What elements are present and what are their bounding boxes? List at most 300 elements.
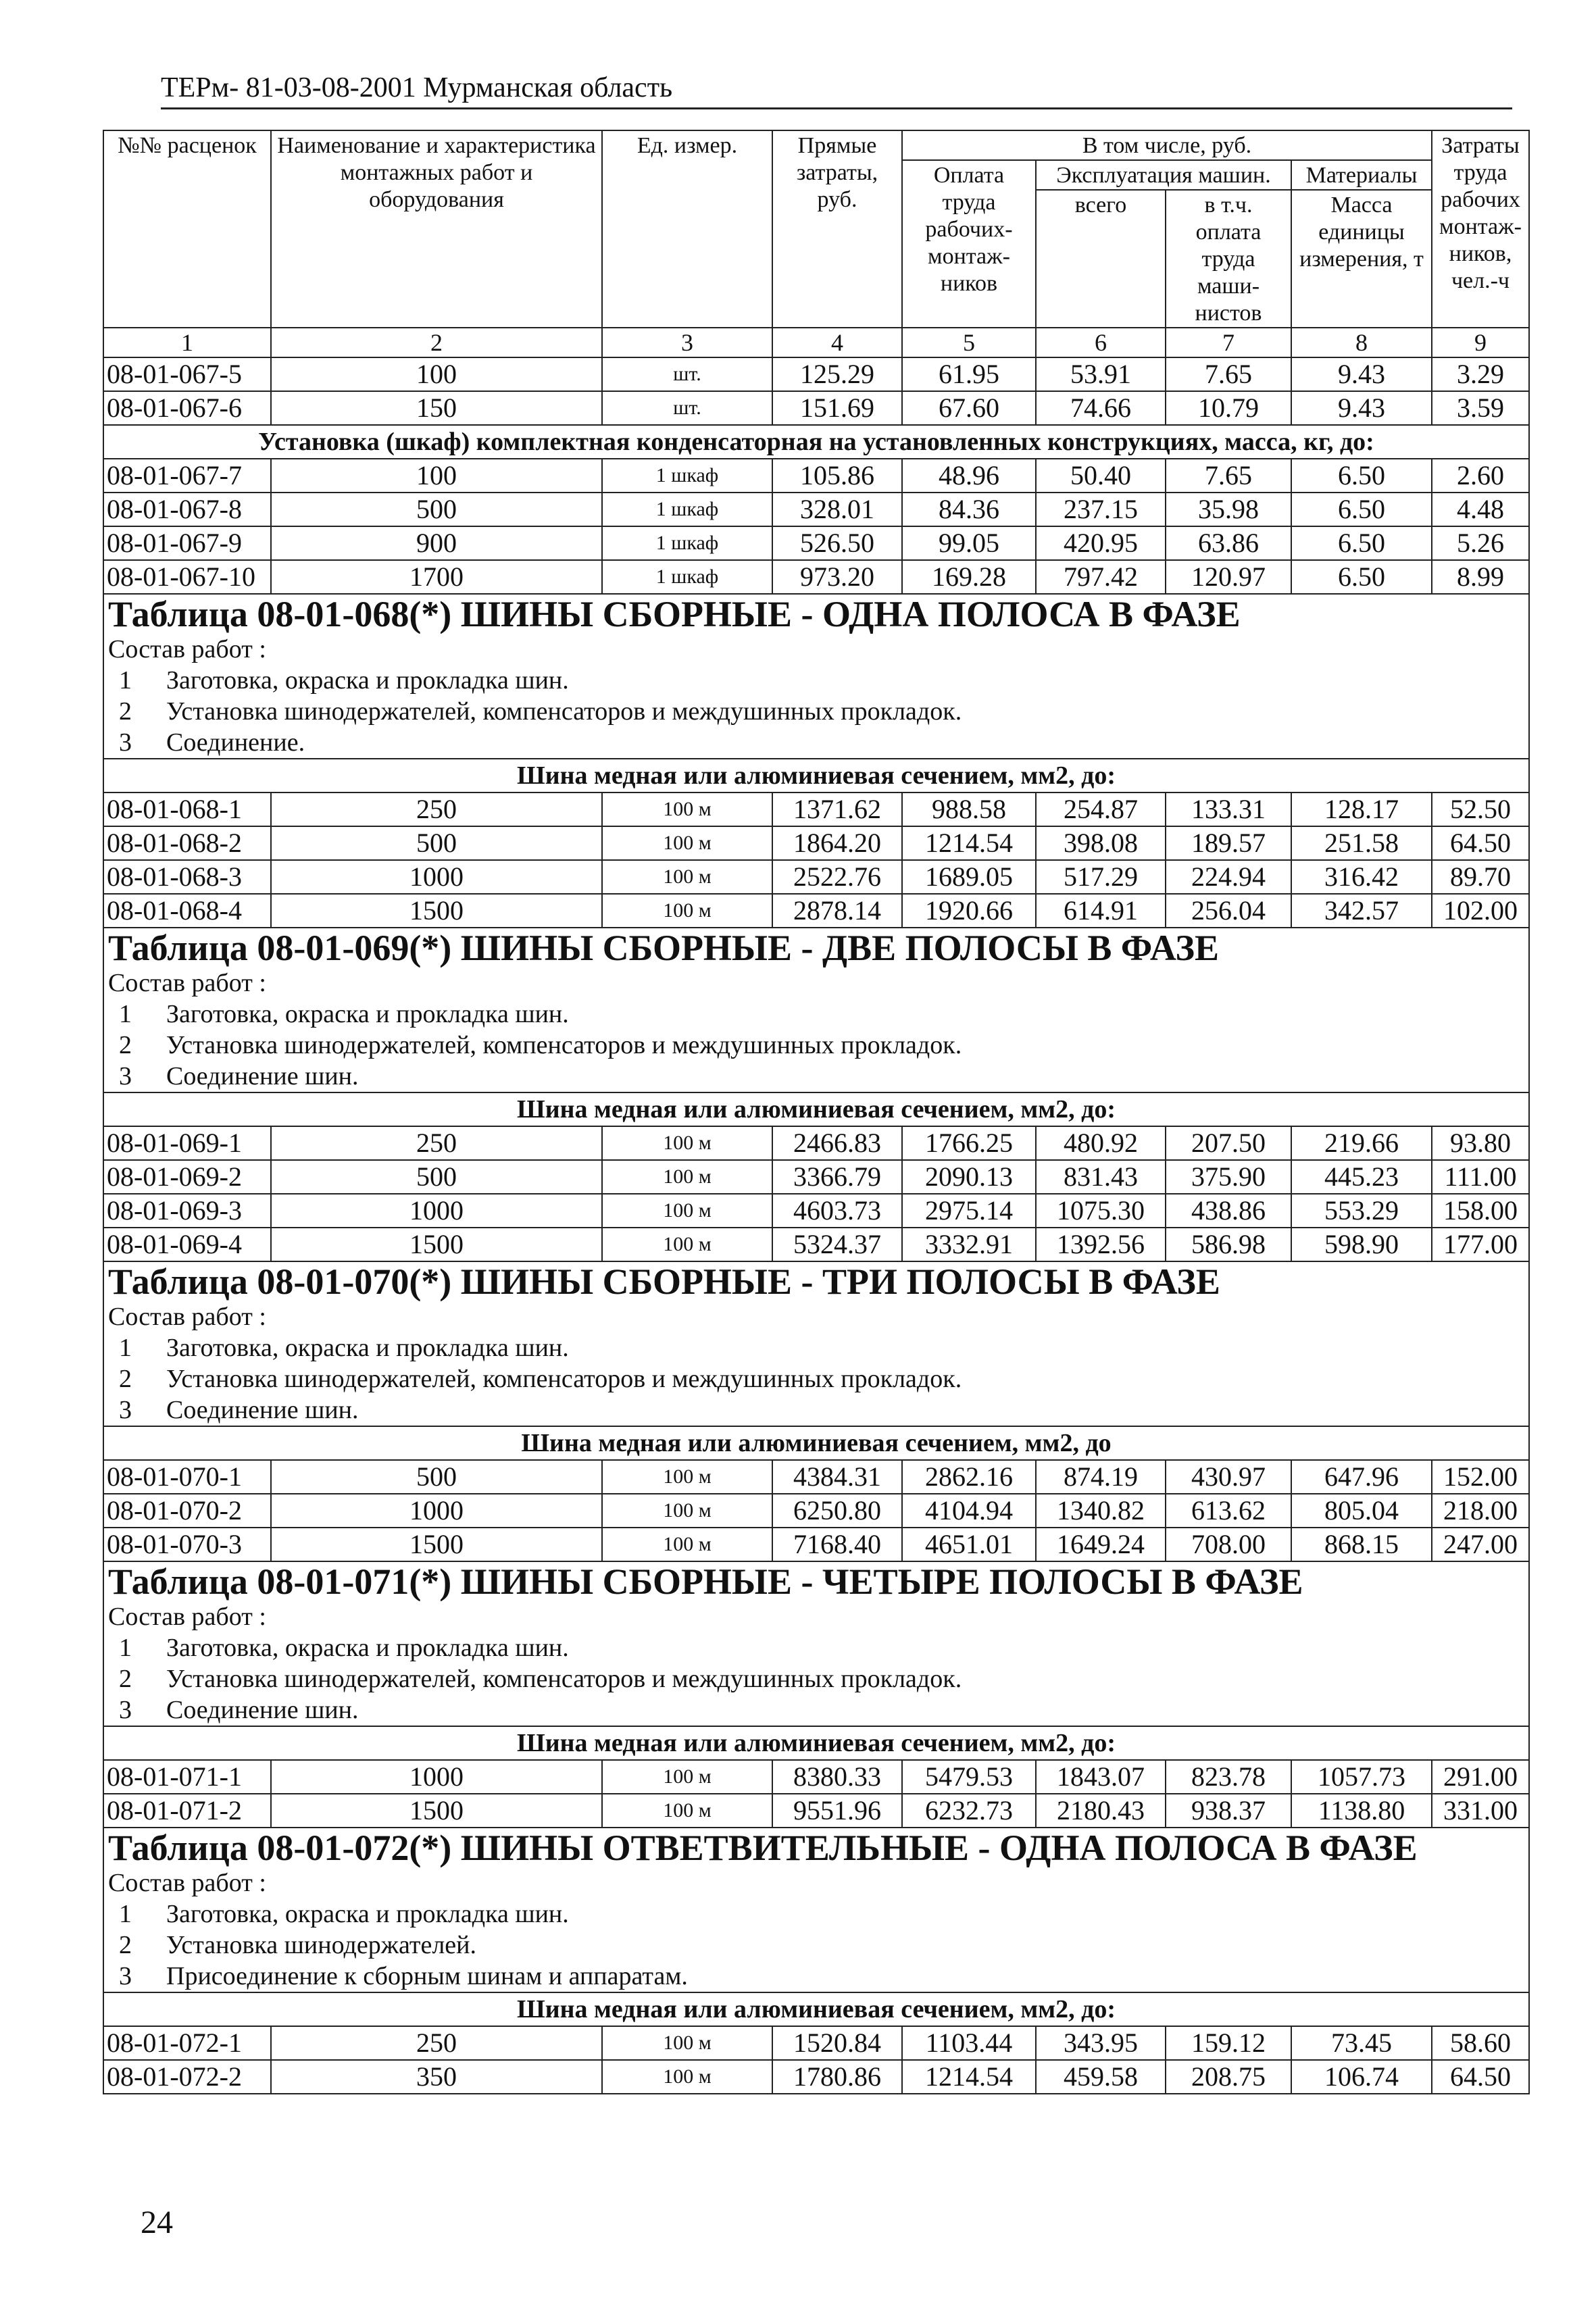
table-cell: 342.57 xyxy=(1291,894,1432,928)
section-subheader-row xyxy=(103,1426,1529,1460)
table-cell: 10.79 xyxy=(1166,391,1291,425)
work-step xyxy=(103,1332,1529,1363)
table-cell: 6.50 xyxy=(1291,526,1432,560)
column-number: 4 xyxy=(772,328,902,357)
table-cell: 133.31 xyxy=(1166,793,1291,826)
table-cell: 868.15 xyxy=(1291,1528,1432,1561)
work-step-text: Установка шинодержателей, компенсаторов и междушинных прокладок. xyxy=(166,1365,962,1393)
table-cell: 2466.83 xyxy=(772,1126,902,1160)
table-row xyxy=(103,1528,1529,1561)
table-cell: 1689.05 xyxy=(902,860,1036,894)
table-cell: 64.50 xyxy=(1432,826,1529,860)
table-cell: 53.91 xyxy=(1036,357,1166,391)
table-cell: 375.90 xyxy=(1166,1160,1291,1194)
table-cell: 647.96 xyxy=(1291,1460,1432,1494)
table-cell: 237.15 xyxy=(1036,493,1166,526)
table-title: Таблица 08-01-068(*) ШИНЫ СБОРНЫЕ - ОДНА ПОЛОСА В ФАЗЕ xyxy=(103,594,1529,634)
table-cell: 1700 xyxy=(271,560,602,594)
table-cell: 1843.07 xyxy=(1036,1760,1166,1794)
table-cell: 316.42 xyxy=(1291,860,1432,894)
work-step-number: 2 xyxy=(119,697,132,726)
col-header-incl: В том числе, руб. xyxy=(902,130,1432,160)
table-cell: 128.17 xyxy=(1291,793,1432,826)
column-number: 5 xyxy=(902,328,1036,357)
compose-label-row xyxy=(103,1601,1529,1632)
table-cell: 1214.54 xyxy=(902,2060,1036,2094)
table-cell: 08-01-068-3 xyxy=(103,860,271,894)
table-cell: 105.86 xyxy=(772,459,902,493)
table-cell: 6.50 xyxy=(1291,493,1432,526)
price-table xyxy=(103,130,1530,2094)
table-cell: 1649.24 xyxy=(1036,1528,1166,1561)
table-cell: 6.50 xyxy=(1291,459,1432,493)
table-row xyxy=(103,357,1529,391)
table-cell: 1780.86 xyxy=(772,2060,902,2094)
table-cell: 1340.82 xyxy=(1036,1494,1166,1528)
work-step-text: Установка шинодержателей, компенсаторов и междушинных прокладок. xyxy=(166,697,962,726)
compose-label: Состав работ : xyxy=(103,634,1529,665)
table-cell: 100 м xyxy=(602,894,772,928)
table-cell: 2862.16 xyxy=(902,1460,1036,1494)
table-cell: 100 м xyxy=(602,2026,772,2060)
table-cell: 8380.33 xyxy=(772,1760,902,1794)
section-subheader: Шина медная или алюминиевая сечением, мм2, до: xyxy=(103,759,1529,793)
table-cell: 100 м xyxy=(602,1794,772,1828)
table-cell: 111.00 xyxy=(1432,1160,1529,1194)
table-cell: 150 xyxy=(271,391,602,425)
table-cell: 256.04 xyxy=(1166,894,1291,928)
table-cell: 7168.40 xyxy=(772,1528,902,1561)
work-step-row xyxy=(103,1394,1529,1426)
table-row xyxy=(103,860,1529,894)
table-cell: 61.95 xyxy=(902,357,1036,391)
table-cell: 1000 xyxy=(271,860,602,894)
table-cell: 797.42 xyxy=(1036,560,1166,594)
table-cell: 159.12 xyxy=(1166,2026,1291,2060)
table-cell: 613.62 xyxy=(1166,1494,1291,1528)
work-step xyxy=(103,1394,1529,1426)
table-cell: 1000 xyxy=(271,1194,602,1228)
table-cell: 3.29 xyxy=(1432,357,1529,391)
table-cell: 152.00 xyxy=(1432,1460,1529,1494)
compose-label-row xyxy=(103,1867,1529,1898)
table-row xyxy=(103,793,1529,826)
compose-label-row xyxy=(103,634,1529,665)
col-header-direct: Прямые затраты, руб. xyxy=(772,130,902,328)
table-cell: 08-01-070-1 xyxy=(103,1460,271,1494)
table-cell: 106.74 xyxy=(1291,2060,1432,2094)
work-step xyxy=(103,727,1529,759)
work-step-number: 1 xyxy=(119,1334,132,1362)
table-cell: 1138.80 xyxy=(1291,1794,1432,1828)
table-cell: 2090.13 xyxy=(902,1160,1036,1194)
table-cell: 2180.43 xyxy=(1036,1794,1166,1828)
table-row xyxy=(103,1460,1529,1494)
table-cell: 1520.84 xyxy=(772,2026,902,2060)
column-numbers-row xyxy=(103,328,1529,357)
table-cell: 1075.30 xyxy=(1036,1194,1166,1228)
work-step-number: 1 xyxy=(119,666,132,695)
table-cell: 84.36 xyxy=(902,493,1036,526)
table-cell: 08-01-071-2 xyxy=(103,1794,271,1828)
table-cell: 73.45 xyxy=(1291,2026,1432,2060)
table-cell: 100 м xyxy=(602,1160,772,1194)
table-row xyxy=(103,1494,1529,1528)
work-step-row xyxy=(103,1632,1529,1663)
col-header-machines-total: всего xyxy=(1036,190,1166,328)
col-header-materials: Материалы xyxy=(1291,160,1432,190)
col-header-labor-pay: Оплата труда рабочих-монтаж-ников xyxy=(902,160,1036,328)
section-subheader-row xyxy=(103,759,1529,793)
page-number: 24 xyxy=(141,2205,173,2240)
table-cell: 08-01-069-1 xyxy=(103,1126,271,1160)
table-cell: 100 м xyxy=(602,793,772,826)
work-step-row xyxy=(103,1363,1529,1394)
table-cell: 5.26 xyxy=(1432,526,1529,560)
table-cell: 1766.25 xyxy=(902,1126,1036,1160)
table-cell: 64.50 xyxy=(1432,2060,1529,2094)
table-cell: 50.40 xyxy=(1036,459,1166,493)
table-cell: 6232.73 xyxy=(902,1794,1036,1828)
table-cell: 459.58 xyxy=(1036,2060,1166,2094)
table-row xyxy=(103,526,1529,560)
compose-label-row xyxy=(103,1301,1529,1332)
work-step-row xyxy=(103,1663,1529,1694)
work-step xyxy=(103,665,1529,696)
table-cell: 100 м xyxy=(602,1460,772,1494)
table-cell: 218.00 xyxy=(1432,1494,1529,1528)
work-step-number: 3 xyxy=(119,728,132,757)
table-cell: 100 м xyxy=(602,1760,772,1794)
table-cell: 177.00 xyxy=(1432,1228,1529,1261)
table-title-row xyxy=(103,1261,1529,1301)
table-cell: 438.86 xyxy=(1166,1194,1291,1228)
work-step-row xyxy=(103,1930,1529,1961)
table-cell: 3.59 xyxy=(1432,391,1529,425)
table-cell: 3332.91 xyxy=(902,1228,1036,1261)
table-cell: 398.08 xyxy=(1036,826,1166,860)
compose-label-row xyxy=(103,967,1529,999)
table-cell: 1500 xyxy=(271,1794,602,1828)
table-cell: 9551.96 xyxy=(772,1794,902,1828)
table-row xyxy=(103,1126,1529,1160)
table-cell: 67.60 xyxy=(902,391,1036,425)
table-cell: 08-01-069-4 xyxy=(103,1228,271,1261)
table-cell: 1920.66 xyxy=(902,894,1036,928)
table-cell: 100 м xyxy=(602,1528,772,1561)
table-cell: 1000 xyxy=(271,1494,602,1528)
table-cell: 4651.01 xyxy=(902,1528,1036,1561)
table-cell: 08-01-067-8 xyxy=(103,493,271,526)
table-cell: 938.37 xyxy=(1166,1794,1291,1828)
table-cell: 08-01-068-4 xyxy=(103,894,271,928)
work-step-row xyxy=(103,1961,1529,1992)
table-cell: 1500 xyxy=(271,1528,602,1561)
table-cell: 100 м xyxy=(602,1194,772,1228)
table-cell: 1 шкаф xyxy=(602,526,772,560)
table-row xyxy=(103,1794,1529,1828)
table-cell: 1500 xyxy=(271,1228,602,1261)
work-step-text: Соединение шин. xyxy=(166,1696,359,1724)
table-cell: 480.92 xyxy=(1036,1126,1166,1160)
work-step xyxy=(103,999,1529,1030)
table-cell: 250 xyxy=(271,1126,602,1160)
table-cell: шт. xyxy=(602,357,772,391)
section-subheader-row xyxy=(103,1092,1529,1126)
table-cell: 169.28 xyxy=(902,560,1036,594)
work-step-text: Заготовка, окраска и прокладка шин. xyxy=(166,1900,569,1928)
table-cell: 5324.37 xyxy=(772,1228,902,1261)
table-cell: 614.91 xyxy=(1036,894,1166,928)
work-step-row xyxy=(103,999,1529,1030)
work-step-text: Установка шинодержателей. xyxy=(166,1931,476,1959)
col-header-labor-cost: Затраты труда рабочих монтаж-ников, чел.-ч xyxy=(1432,130,1529,328)
table-cell: 08-01-072-2 xyxy=(103,2060,271,2094)
table-cell: 99.05 xyxy=(902,526,1036,560)
table-cell: 219.66 xyxy=(1291,1126,1432,1160)
table-cell: 7.65 xyxy=(1166,459,1291,493)
table-cell: 9.43 xyxy=(1291,391,1432,425)
table-cell: 988.58 xyxy=(902,793,1036,826)
table-cell: 6250.80 xyxy=(772,1494,902,1528)
work-step xyxy=(103,1061,1529,1092)
table-cell: 350 xyxy=(271,2060,602,2094)
table-cell: 89.70 xyxy=(1432,860,1529,894)
table-cell: 500 xyxy=(271,1460,602,1494)
work-step-row xyxy=(103,665,1529,696)
table-cell: 1057.73 xyxy=(1291,1760,1432,1794)
table-cell: 2522.76 xyxy=(772,860,902,894)
work-step-number: 3 xyxy=(119,1062,132,1090)
work-step-row xyxy=(103,696,1529,727)
column-number: 1 xyxy=(103,328,271,357)
work-step-text: Установка шинодержателей, компенсаторов и междушинных прокладок. xyxy=(166,1665,962,1693)
table-cell: 207.50 xyxy=(1166,1126,1291,1160)
work-step xyxy=(103,1930,1529,1961)
table-cell: 151.69 xyxy=(772,391,902,425)
table-cell: 343.95 xyxy=(1036,2026,1166,2060)
work-step-text: Заготовка, окраска и прокладка шин. xyxy=(166,1334,569,1362)
work-step-text: Заготовка, окраска и прокладка шин. xyxy=(166,1000,569,1028)
col-header-machines-incl: в т.ч. оплата труда маши-нистов xyxy=(1166,190,1291,328)
table-title-row xyxy=(103,1828,1529,1867)
price-table-container xyxy=(103,130,1528,2094)
col-header-unit: Ед. измер. xyxy=(602,130,772,328)
table-cell: 08-01-071-1 xyxy=(103,1760,271,1794)
work-step-number: 2 xyxy=(119,1365,132,1393)
compose-label: Состав работ : xyxy=(103,1301,1529,1332)
table-cell: 08-01-069-3 xyxy=(103,1194,271,1228)
table-cell: 5479.53 xyxy=(902,1760,1036,1794)
table-cell: 08-01-067-9 xyxy=(103,526,271,560)
table-cell: 100 xyxy=(271,357,602,391)
table-title: Таблица 08-01-070(*) ШИНЫ СБОРНЫЕ - ТРИ ПОЛОСЫ В ФАЗЕ xyxy=(103,1261,1529,1301)
table-cell: 08-01-069-2 xyxy=(103,1160,271,1194)
section-subheader: Установка (шкаф) комплектная конденсаторная на установленных конструкциях, масса, кг, до: xyxy=(103,425,1529,459)
table-cell: 2878.14 xyxy=(772,894,902,928)
table-cell: 831.43 xyxy=(1036,1160,1166,1194)
table-cell: 708.00 xyxy=(1166,1528,1291,1561)
table-cell: 586.98 xyxy=(1166,1228,1291,1261)
work-step-number: 1 xyxy=(119,1000,132,1028)
work-step-number: 1 xyxy=(119,1900,132,1928)
table-row xyxy=(103,1194,1529,1228)
work-step-number: 3 xyxy=(119,1696,132,1724)
table-cell: 93.80 xyxy=(1432,1126,1529,1160)
table-cell: 08-01-067-6 xyxy=(103,391,271,425)
section-subheader-row xyxy=(103,1726,1529,1760)
table-cell: 420.95 xyxy=(1036,526,1166,560)
table-cell: 8.99 xyxy=(1432,560,1529,594)
table-cell: 48.96 xyxy=(902,459,1036,493)
table-cell: 1 шкаф xyxy=(602,459,772,493)
table-cell: 250 xyxy=(271,793,602,826)
column-number: 6 xyxy=(1036,328,1166,357)
table-cell: 291.00 xyxy=(1432,1760,1529,1794)
table-cell: 100 xyxy=(271,459,602,493)
column-number: 9 xyxy=(1432,328,1529,357)
table-cell: 08-01-070-3 xyxy=(103,1528,271,1561)
work-step-text: Присоединение к сборным шинам и аппаратам. xyxy=(166,1962,688,1990)
work-step xyxy=(103,696,1529,727)
table-cell: 125.29 xyxy=(772,357,902,391)
work-step-row xyxy=(103,1694,1529,1726)
table-cell: 208.75 xyxy=(1166,2060,1291,2094)
table-header xyxy=(103,130,1529,328)
table-row xyxy=(103,2060,1529,2094)
column-number: 2 xyxy=(271,328,602,357)
compose-label: Состав работ : xyxy=(103,1867,1529,1898)
table-cell: 874.19 xyxy=(1036,1460,1166,1494)
work-step-text: Установка шинодержателей, компенсаторов и междушинных прокладок. xyxy=(166,1031,962,1059)
compose-label: Состав работ : xyxy=(103,967,1529,999)
table-cell: 100 м xyxy=(602,1494,772,1528)
table-cell: 100 м xyxy=(602,1126,772,1160)
work-step-text: Соединение шин. xyxy=(166,1062,359,1090)
table-cell: 823.78 xyxy=(1166,1760,1291,1794)
table-row xyxy=(103,560,1529,594)
table-cell: 100 м xyxy=(602,860,772,894)
table-cell: 973.20 xyxy=(772,560,902,594)
table-cell: 1 шкаф xyxy=(602,560,772,594)
table-cell: шт. xyxy=(602,391,772,425)
page-header: ТЕРм- 81-03-08-2001 Мурманская область xyxy=(161,71,1512,109)
table-cell: 1371.62 xyxy=(772,793,902,826)
table-cell: 251.58 xyxy=(1291,826,1432,860)
table-title: Таблица 08-01-071(*) ШИНЫ СБОРНЫЕ - ЧЕТЫРЕ ПОЛОСЫ В ФАЗЕ xyxy=(103,1561,1529,1601)
work-step-text: Заготовка, окраска и прокладка шин. xyxy=(166,666,569,695)
section-subheader: Шина медная или алюминиевая сечением, мм2, до xyxy=(103,1426,1529,1460)
work-step-number: 3 xyxy=(119,1396,132,1424)
table-title-row xyxy=(103,1561,1529,1601)
table-cell: 900 xyxy=(271,526,602,560)
table-cell: 598.90 xyxy=(1291,1228,1432,1261)
table-cell: 100 м xyxy=(602,1228,772,1261)
work-step xyxy=(103,1694,1529,1726)
table-cell: 805.04 xyxy=(1291,1494,1432,1528)
table-row xyxy=(103,459,1529,493)
table-cell: 331.00 xyxy=(1432,1794,1529,1828)
table-cell: 2.60 xyxy=(1432,459,1529,493)
table-cell: 08-01-070-2 xyxy=(103,1494,271,1528)
work-step-row xyxy=(103,727,1529,759)
table-cell: 3366.79 xyxy=(772,1160,902,1194)
work-step-text: Заготовка, окраска и прокладка шин. xyxy=(166,1634,569,1662)
work-step-text: Соединение шин. xyxy=(166,1396,359,1424)
table-cell: 74.66 xyxy=(1036,391,1166,425)
table-row xyxy=(103,1228,1529,1261)
table-row xyxy=(103,391,1529,425)
work-step-row xyxy=(103,1332,1529,1363)
work-step-number: 2 xyxy=(119,1931,132,1959)
work-step-number: 2 xyxy=(119,1665,132,1693)
section-subheader-row xyxy=(103,425,1529,459)
table-cell: 4104.94 xyxy=(902,1494,1036,1528)
table-cell: 526.50 xyxy=(772,526,902,560)
col-header-mass: Масса единицы измерения, т xyxy=(1291,190,1432,328)
table-title-row xyxy=(103,928,1529,967)
table-cell: 120.97 xyxy=(1166,560,1291,594)
work-step-number: 1 xyxy=(119,1634,132,1662)
table-cell: 08-01-072-1 xyxy=(103,2026,271,2060)
table-cell: 08-01-068-2 xyxy=(103,826,271,860)
work-step-row xyxy=(103,1030,1529,1061)
work-step-row xyxy=(103,1061,1529,1092)
work-step-number: 3 xyxy=(119,1962,132,1990)
table-cell: 1500 xyxy=(271,894,602,928)
table-cell: 52.50 xyxy=(1432,793,1529,826)
work-step xyxy=(103,1961,1529,1992)
table-cell: 517.29 xyxy=(1036,860,1166,894)
table-cell: 100 м xyxy=(602,826,772,860)
table-cell: 08-01-068-1 xyxy=(103,793,271,826)
table-body xyxy=(103,328,1529,2094)
table-cell: 08-01-067-7 xyxy=(103,459,271,493)
table-cell: 1000 xyxy=(271,1760,602,1794)
table-row xyxy=(103,1760,1529,1794)
table-cell: 6.50 xyxy=(1291,560,1432,594)
table-cell: 1864.20 xyxy=(772,826,902,860)
table-cell: 158.00 xyxy=(1432,1194,1529,1228)
compose-label: Состав работ : xyxy=(103,1601,1529,1632)
table-cell: 2975.14 xyxy=(902,1194,1036,1228)
table-cell: 1 шкаф xyxy=(602,493,772,526)
col-header-name: Наименование и характеристика монтажных работ и оборудования xyxy=(271,130,602,328)
section-subheader: Шина медная или алюминиевая сечением, мм2, до: xyxy=(103,1092,1529,1126)
work-step xyxy=(103,1363,1529,1394)
section-subheader: Шина медная или алюминиевая сечением, мм2, до: xyxy=(103,1726,1529,1760)
work-step-row xyxy=(103,1898,1529,1930)
table-cell: 250 xyxy=(271,2026,602,2060)
table-cell: 1392.56 xyxy=(1036,1228,1166,1261)
table-row xyxy=(103,2026,1529,2060)
table-cell: 224.94 xyxy=(1166,860,1291,894)
table-cell: 100 м xyxy=(602,2060,772,2094)
table-cell: 328.01 xyxy=(772,493,902,526)
table-cell: 430.97 xyxy=(1166,1460,1291,1494)
table-cell: 254.87 xyxy=(1036,793,1166,826)
table-cell: 08-01-067-10 xyxy=(103,560,271,594)
table-cell: 4603.73 xyxy=(772,1194,902,1228)
table-row xyxy=(103,1160,1529,1194)
table-cell: 500 xyxy=(271,826,602,860)
section-subheader-row xyxy=(103,1992,1529,2026)
table-cell: 63.86 xyxy=(1166,526,1291,560)
table-cell: 500 xyxy=(271,493,602,526)
table-row xyxy=(103,894,1529,928)
table-cell: 35.98 xyxy=(1166,493,1291,526)
table-cell: 08-01-067-5 xyxy=(103,357,271,391)
